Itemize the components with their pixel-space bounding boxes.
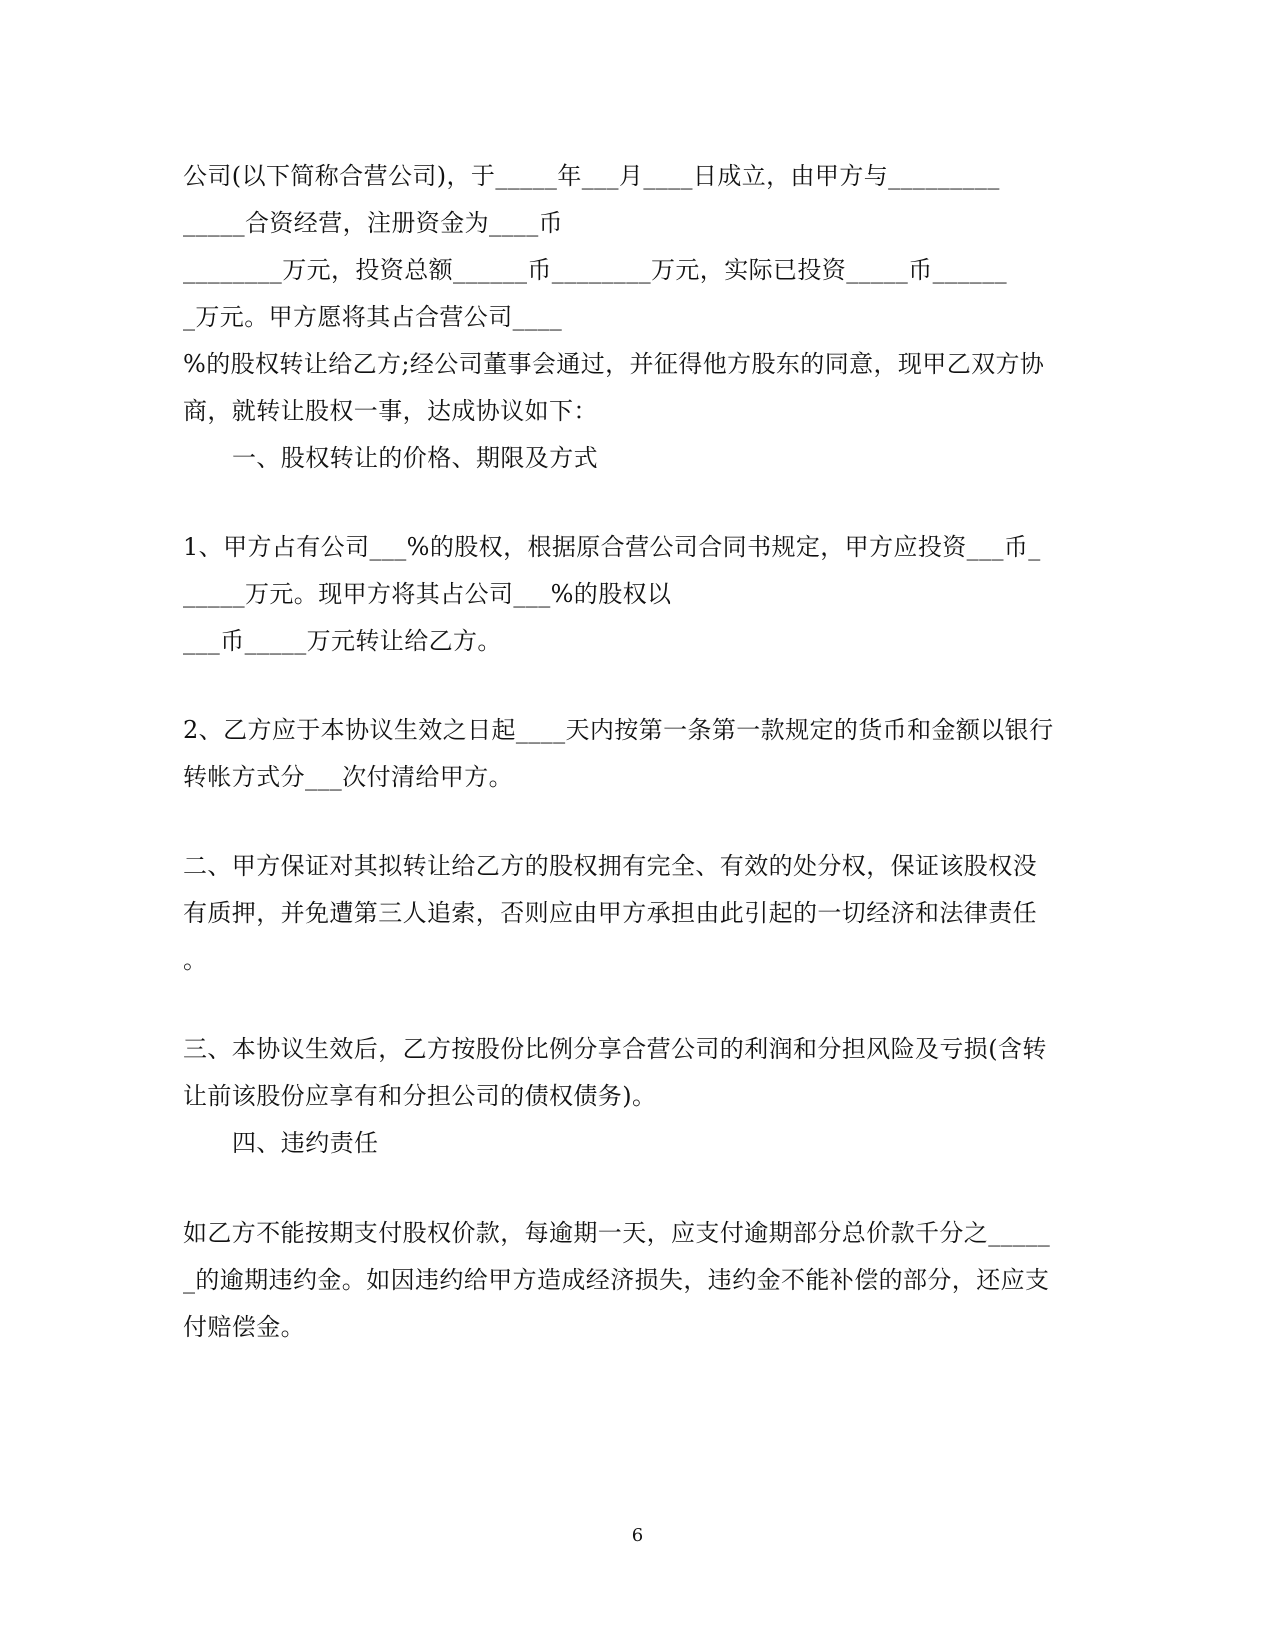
section-heading: 一、股权转让的价格、期限及方式 (232, 444, 598, 472)
text-line: 2、乙方应于本协议生效之日起____天内按第一条第一款规定的货币和金额以银行 (183, 716, 1054, 744)
text-line: 1、甲方占有公司___%的股权，根据原合营公司合同书规定，甲方应投资___币_ (183, 533, 1041, 561)
page-number: 6 (631, 1525, 644, 1546)
text-line: %的股权转让给乙方;经公司董事会通过，并征得他方股东的同意，现甲乙双方协 (183, 350, 1045, 378)
text-line: 有质押，并免遭第三人追索，否则应由甲方承担由此引起的一切经济和法律责任 (183, 899, 1037, 927)
text-line: 如乙方不能按期支付股权价款，每逾期一天，应支付逾期部分总价款千分之_____ (183, 1219, 1051, 1247)
text-line: 转帐方式分___次付清给甲方。 (183, 763, 513, 791)
text-line: ________万元，投资总额______币________万元，实际已投资_____币______ (183, 256, 1007, 284)
text-line: 。 (183, 946, 208, 974)
text-line: _万元。甲方愿将其占合营公司____ (183, 303, 563, 331)
text-line: _____合资经营，注册资金为____币 (183, 209, 563, 237)
text-line: _的逾期违约金。如因违约给甲方造成经济损失，违约金不能补偿的部分，还应支 (183, 1266, 1050, 1294)
text-line: ___币_____万元转让给乙方。 (183, 627, 502, 655)
text-line: 让前该股份应享有和分担公司的债权债务)。 (183, 1082, 657, 1110)
text-line: 二、甲方保证对其拟转让给乙方的股权拥有完全、有效的处分权，保证该股权没 (183, 852, 1037, 880)
section-heading: 四、违约责任 (232, 1129, 379, 1157)
text-line: 公司(以下简称合营公司)，于_____年___月____日成立，由甲方与_________ (183, 162, 1000, 190)
text-line: 付赔偿金。 (183, 1313, 305, 1341)
text-line: 商，就转让股权一事，达成协议如下： (183, 397, 598, 425)
text-line: 三、本协议生效后，乙方按股份比例分享合营公司的利润和分担风险及亏损(含转 (183, 1035, 1047, 1063)
text-line: _____万元。现甲方将其占公司___%的股权以 (183, 580, 672, 608)
